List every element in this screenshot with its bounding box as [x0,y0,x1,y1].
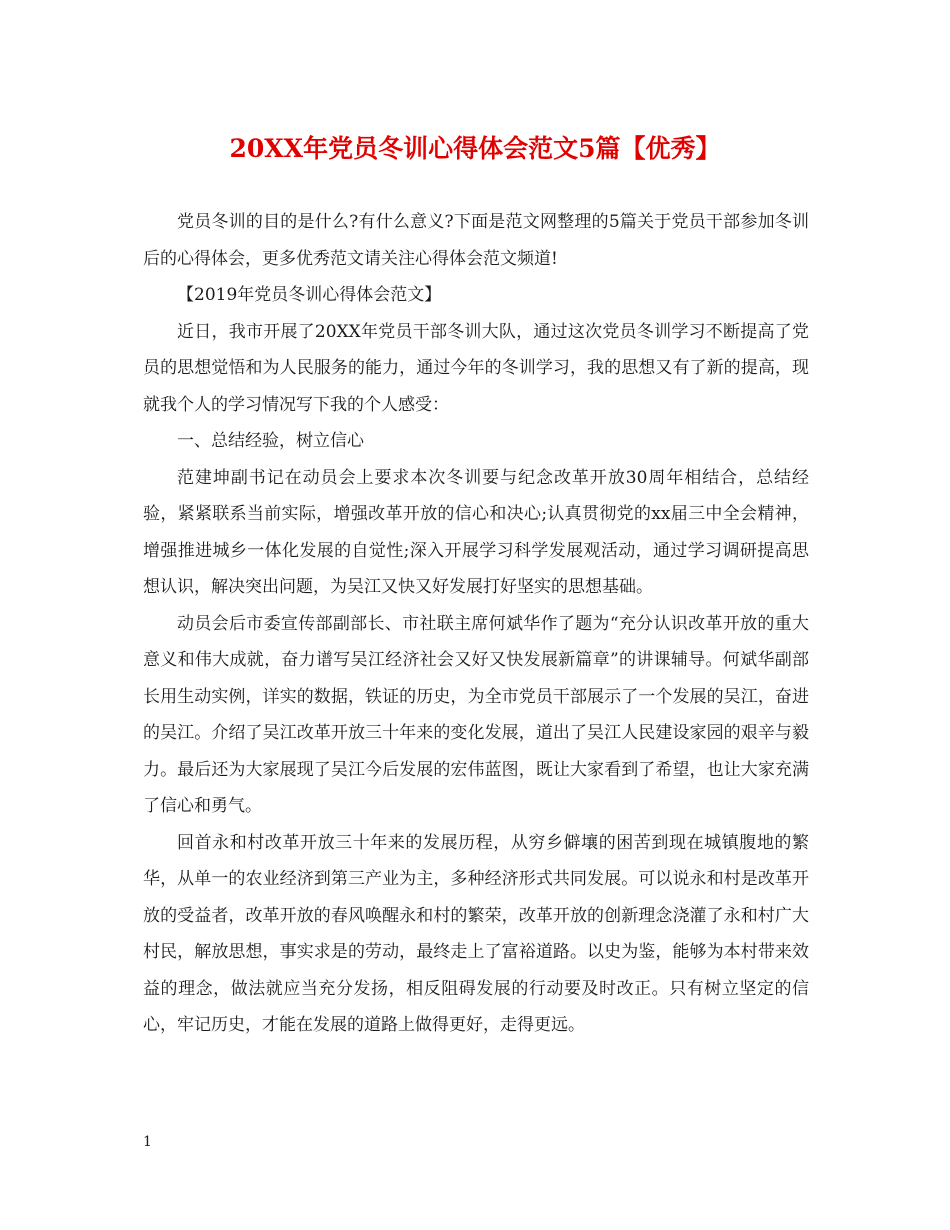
document-title: 20XX年党员冬训心得体会范文5篇【优秀】 [229,134,721,163]
paragraph-body-1: 范建坤副书记在动员会上要求本次冬训要与纪念改革开放30周年相结合，总结经验，紧紧联系当前实际，增强改革开放的信心和决心;认真贯彻党的xx届三中全会精神，增强推进城乡一体化发展的自觉性;深入开展学习科学发展观活动，通过学习调研提高思想认识，解决突出问题，为吴江又快又好发展打好坚实的思想基础。 [143,467,809,597]
paragraph-subheading: 一、总结经验，树立信心 [177,431,364,451]
page-number: 1 [143,1134,152,1150]
paragraph-opening: 近日，我市开展了20XX年党员干部冬训大队，通过这次党员冬训学习不断提高了党员的思想觉悟和为人民服务的能力，通过今年的冬训学习，我的思想又有了新的提高，现就我个人的学习情况写下我的个人感受： [143,321,809,415]
document-body [143,204,809,1044]
paragraph-body-2: 动员会后市委宣传部副部长、市社联主席何斌华作了题为“充分认识改革开放的重大意义和伟大成就，奋力谱写吴江经济社会又好又快发展新篇章”的讲课辅导。何斌华副部长用生动实例，详实的数据，铁证的历史，为全市党员干部展示了一个发展的吴江，奋进的吴江。介绍了吴江改革开放三十年来的变化发展，道出了吴江人民建设家园的艰辛与毅力。最后还为大家展现了吴江今后发展的宏伟蓝图，既让大家看到了希望，也让大家充满了信心和勇气。 [143,613,809,816]
paragraph-section-heading: 【2019年党员冬训心得体会范文】 [177,285,442,305]
paragraph-body-3: 回首永和村改革开放三十年来的发展历程，从穷乡僻壤的困苦到现在城镇腹地的繁华，从单一的农业经济到第三产业为主，多种经济形式共同发展。可以说永和村是改革开放的受益者，改革开放的春风唤醒永和村的繁荣，改革开放的创新理念浇灌了永和村广大村民，解放思想，事实求是的劳动，最终走上了富裕道路。以史为鉴，能够为本村带来效益的理念，做法就应当充分发扬，相反阻碍发展的行动要及时改正。只有树立坚定的信心，牢记历史，才能在发展的道路上做得更好，走得更远。 [143,832,809,1035]
paragraph-intro: 党员冬训的目的是什么?有什么意义?下面是范文网整理的5篇关于党员干部参加冬训后的心得体会，更多优秀范文请关注心得体会范文频道! [143,212,809,269]
